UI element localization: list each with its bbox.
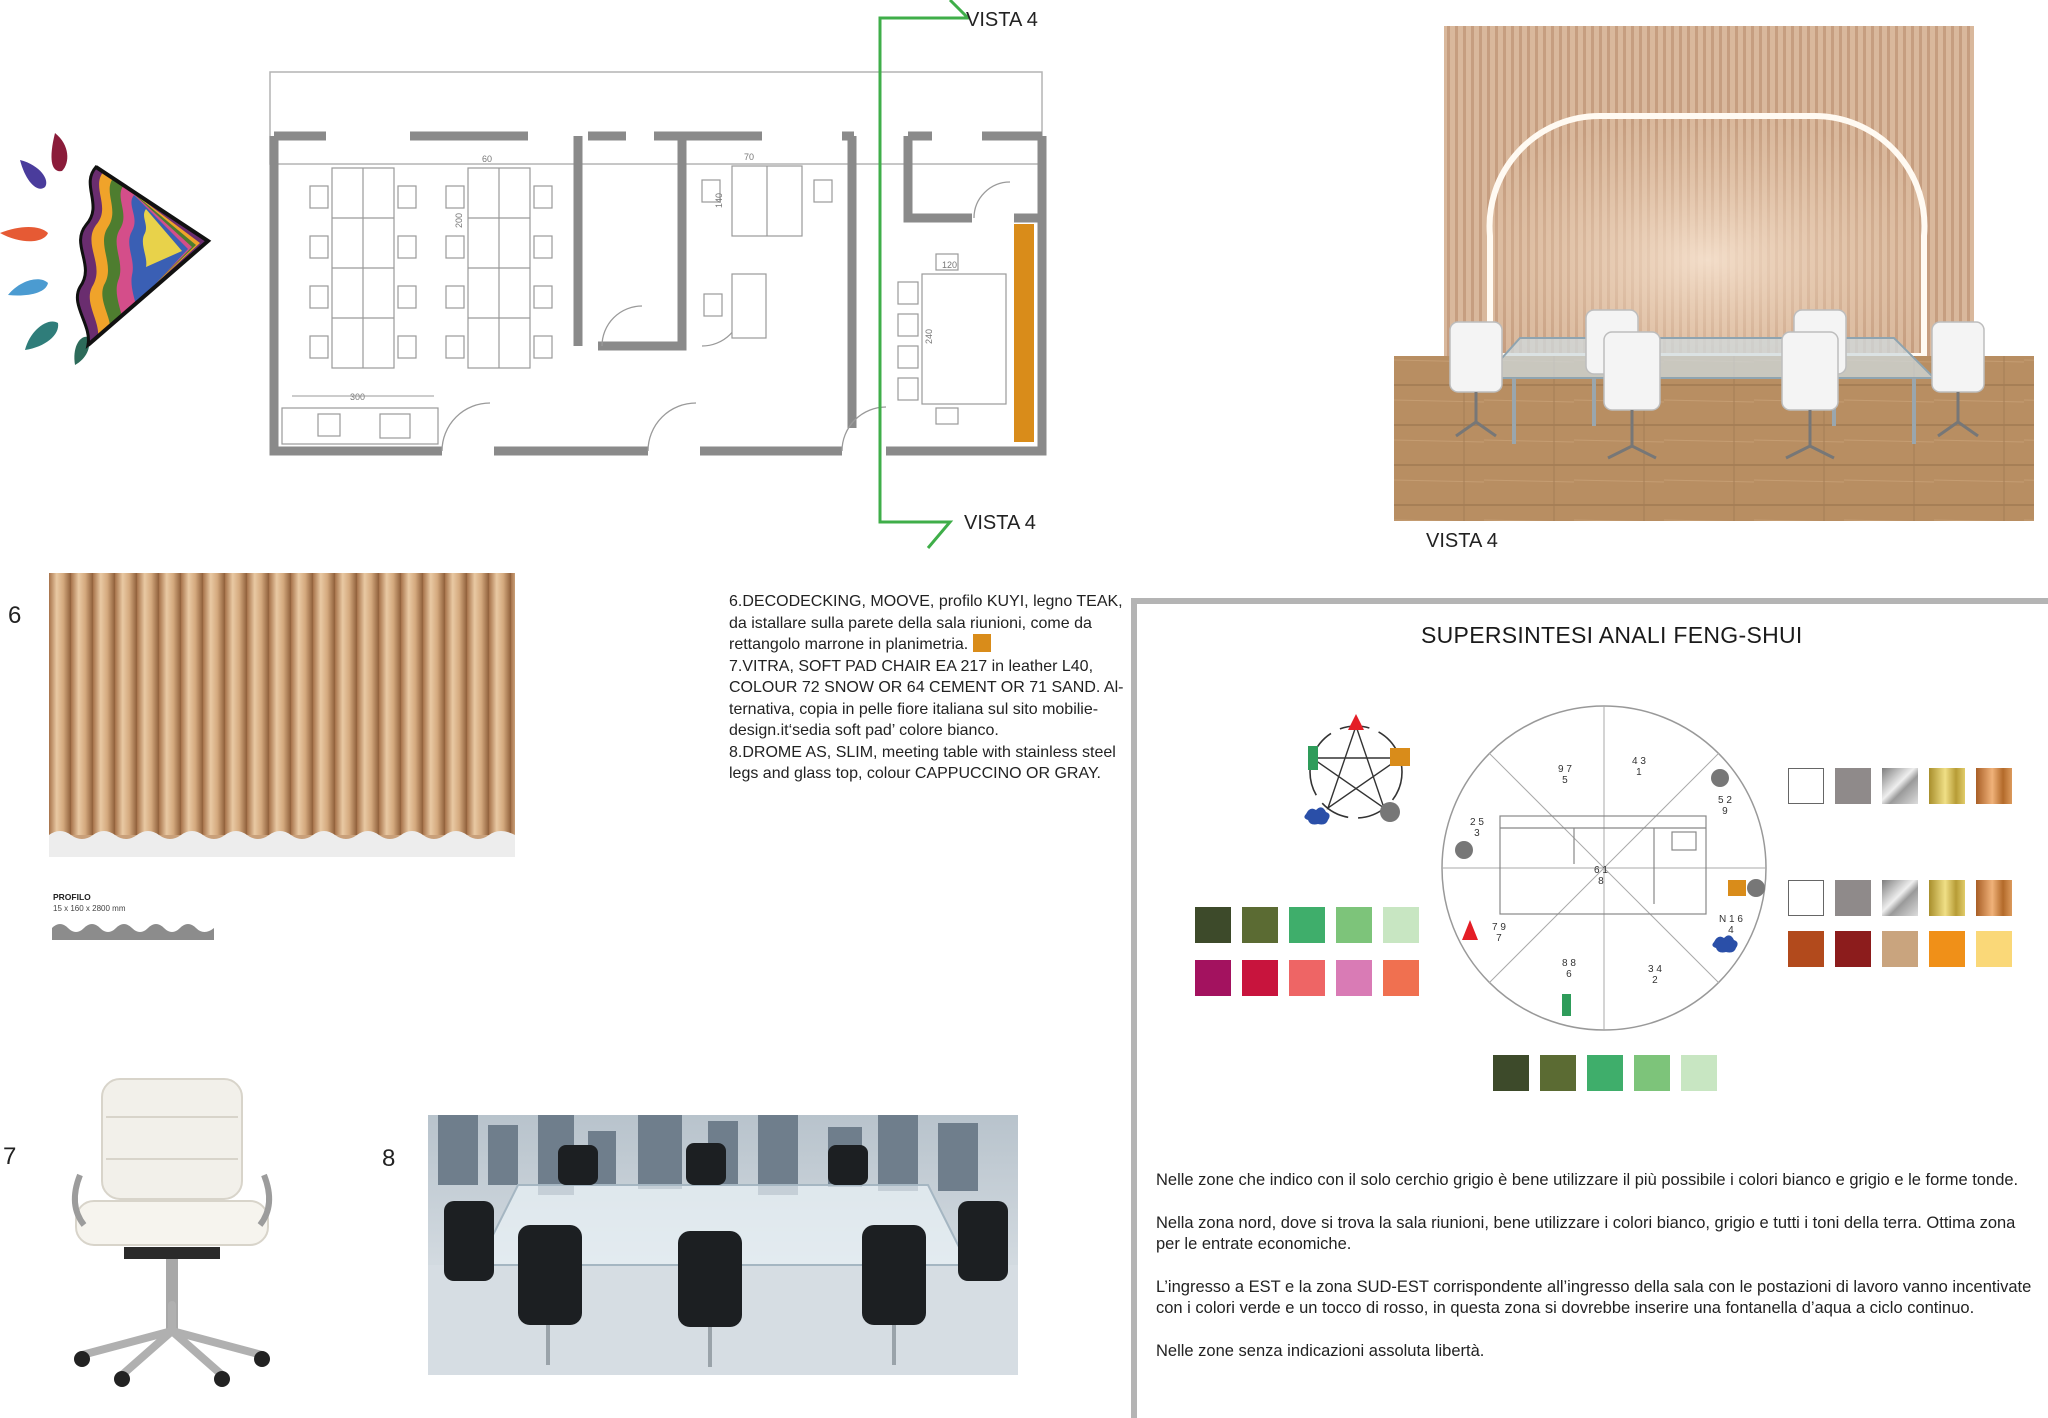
droplet-icon bbox=[0, 227, 48, 241]
swatch-green-4 bbox=[1336, 907, 1372, 943]
swatch-red-1 bbox=[1195, 960, 1231, 996]
sector-number-n: 4 3 1 bbox=[1632, 756, 1646, 778]
sector-number-nw: 9 7 5 bbox=[1558, 764, 1572, 786]
swatch-earth-2 bbox=[1835, 931, 1871, 967]
fengshui-paragraph-3: L’ingresso a EST e la zona SUD-EST corrispondente all’ingresso della sala con le postazioni di lavoro vanno incentivate con i colori verde e un tocco di rosso, in questa zona si dovrebbe inserire una fontanella d’aqua a ciclo continuo. bbox=[1156, 1277, 2032, 1317]
five-elements-diagram bbox=[1300, 710, 1418, 836]
section-line-vista-4 bbox=[870, 0, 970, 560]
sector-number-sw: 7 9 7 bbox=[1492, 922, 1506, 944]
product-notes bbox=[729, 591, 1129, 785]
fengshui-paragraph-4: Nelle zone senza indicazioni assoluta libertà. bbox=[1156, 1341, 1485, 1360]
sector-number-ne: 5 2 9 bbox=[1718, 795, 1732, 817]
dim-label: 300 bbox=[350, 392, 366, 402]
sector-number-center: 6 1 8 bbox=[1594, 865, 1608, 887]
decking-wall-marker bbox=[1014, 224, 1034, 442]
swatch-green-1 bbox=[1195, 907, 1231, 943]
swatch-silver bbox=[1882, 768, 1918, 804]
fengshui-paragraph-2: Nella zona nord, dove si trova la sala riunioni, bene utilizzare i colori bianco, grigio e tutti i toni della terra. Ottima zona per le entrate economiche. bbox=[1156, 1213, 2016, 1253]
note-8: 8.DROME AS, SLIM, meeting table with stainless steel legs and glass top, colour CAPPUCCINO OR GRAY. bbox=[729, 743, 1116, 782]
decking-wood-sample bbox=[49, 573, 515, 857]
swatch-gold bbox=[1929, 880, 1965, 916]
dim-label: 140 bbox=[714, 192, 724, 208]
gray-circle-marker bbox=[1455, 841, 1473, 859]
meeting-room-render bbox=[1394, 26, 2034, 521]
earth-square-marker bbox=[1728, 880, 1746, 896]
gray-circle-marker bbox=[1711, 769, 1729, 787]
swatch-red-3 bbox=[1289, 960, 1325, 996]
sector-number-se: 3 4 2 bbox=[1648, 964, 1662, 986]
dim-label: 200 bbox=[454, 212, 464, 228]
wood-rect-icon bbox=[1308, 746, 1318, 770]
swatch-red-5 bbox=[1383, 960, 1419, 996]
droplet-icon bbox=[51, 133, 67, 171]
water-cloud-icon bbox=[1304, 807, 1329, 824]
swatch-green-4 bbox=[1634, 1055, 1670, 1091]
swatch-green-5 bbox=[1383, 907, 1419, 943]
sector-number-e: N 1 6 4 bbox=[1719, 914, 1743, 936]
palette-bottom bbox=[1493, 1055, 1723, 1093]
meeting-table-photo bbox=[428, 1115, 1018, 1375]
swatch-gray bbox=[1835, 880, 1871, 916]
palette-right-metals bbox=[1788, 768, 2018, 806]
swatch-red-2 bbox=[1242, 960, 1278, 996]
swatch-earth-3 bbox=[1882, 931, 1918, 967]
swatch-earth-5 bbox=[1976, 931, 2012, 967]
profile-title: PROFILO bbox=[53, 892, 91, 902]
dim-label: 70 bbox=[744, 152, 755, 162]
swatch-green-3 bbox=[1289, 907, 1325, 943]
fire-triangle-icon bbox=[1348, 714, 1364, 730]
soft-pad-chair-photo bbox=[62, 1075, 282, 1390]
dim-label: 240 bbox=[924, 328, 934, 344]
metal-circle-icon bbox=[1380, 802, 1400, 822]
swatch-green-2 bbox=[1242, 907, 1278, 943]
earth-square-icon bbox=[1390, 748, 1410, 766]
wood-rect-marker bbox=[1562, 994, 1571, 1016]
gray-circle-marker bbox=[1747, 879, 1765, 897]
vista-label-render: VISTA 4 bbox=[1426, 530, 1498, 552]
swatch-gray bbox=[1835, 768, 1871, 804]
swatch-red-4 bbox=[1336, 960, 1372, 996]
swatch-silver bbox=[1882, 880, 1918, 916]
swatch-green-2 bbox=[1540, 1055, 1576, 1091]
palette-left bbox=[1195, 907, 1425, 999]
swatch-gold bbox=[1929, 768, 1965, 804]
dim-label: 60 bbox=[482, 154, 493, 164]
swatch-earth-1 bbox=[1788, 931, 1824, 967]
profile-section-drawing bbox=[52, 918, 214, 940]
swatch-copper bbox=[1976, 880, 2012, 916]
swatch-earth-4 bbox=[1929, 931, 1965, 967]
sector-number-s: 8 8 6 bbox=[1562, 958, 1576, 980]
swatch-green-3 bbox=[1587, 1055, 1623, 1091]
dim-label: 120 bbox=[942, 260, 958, 270]
vista-label-bottom: VISTA 4 bbox=[964, 512, 1036, 534]
droplet-icon bbox=[20, 160, 46, 189]
fengshui-explanation bbox=[1156, 1170, 2036, 1383]
sector-number-w: 2 5 3 bbox=[1470, 817, 1484, 839]
swatch-green-1 bbox=[1493, 1055, 1529, 1091]
fengshui-paragraph-1: Nelle zone che indico con il solo cerchio grigio è bene utilizzare il più possibile i colori bianco e grigio e le forme tonde. bbox=[1156, 1171, 2019, 1189]
fire-triangle-marker bbox=[1462, 920, 1478, 940]
swatch-white bbox=[1788, 768, 1824, 804]
decorative-logo bbox=[0, 125, 215, 370]
fengshui-title: SUPERSINTESI ANALI FENG-SHUI bbox=[1421, 622, 1803, 648]
orange-marker-swatch bbox=[973, 634, 991, 652]
water-cloud-marker bbox=[1712, 935, 1737, 952]
item-number-7: 7 bbox=[3, 1143, 17, 1170]
swatch-green-5 bbox=[1681, 1055, 1717, 1091]
droplet-icon bbox=[8, 279, 48, 295]
vista-label-top: VISTA 4 bbox=[966, 9, 1038, 31]
item-number-6: 6 bbox=[8, 602, 22, 629]
profile-dims: 15 x 160 x 2800 mm bbox=[53, 904, 126, 913]
palette-right-earth bbox=[1788, 880, 2018, 970]
item-number-8: 8 bbox=[382, 1145, 396, 1172]
note-7: 7.VITRA, SOFT PAD CHAIR EA 217 in leather L40, COLOUR 72 SNOW OR 64 CEMENT OR 71 SAND. Al-ternativa, copia in pelle fiore italiana sul sito mobilie-design.it‘sedia soft pad’ colore bianco. bbox=[729, 657, 1124, 739]
swatch-copper bbox=[1976, 768, 2012, 804]
droplet-icon bbox=[25, 322, 58, 350]
note-6: 6.DECODECKING, MOOVE, profilo KUYI, legno TEAK, da istallare sulla parete della sala riunioni, come da rettangolo marrone in planimetria. bbox=[729, 593, 1123, 653]
swatch-white bbox=[1788, 880, 1824, 916]
wave-body bbox=[77, 167, 208, 345]
